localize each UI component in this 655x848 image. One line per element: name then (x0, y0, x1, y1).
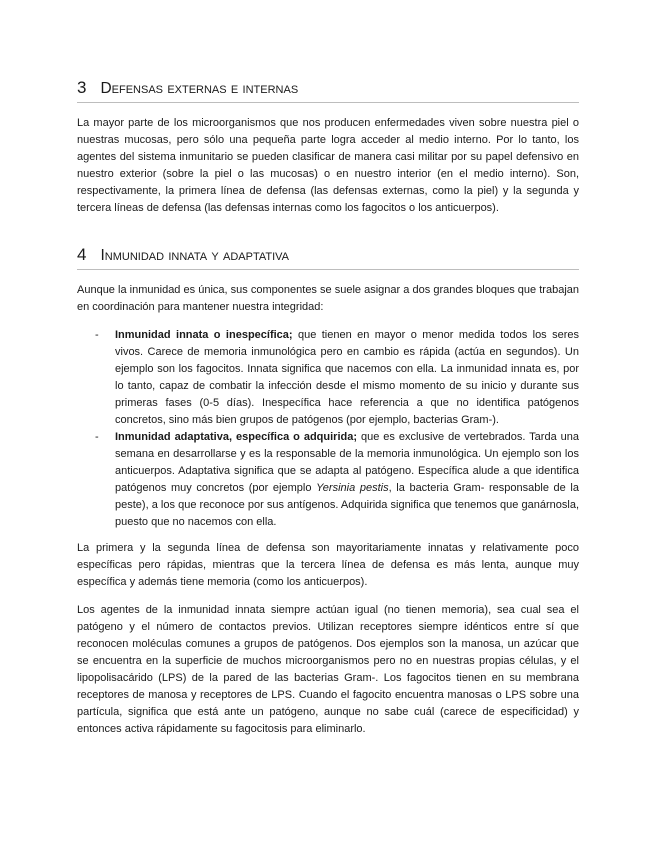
section-3-paragraph: La mayor parte de los microorganismos que nos producen enfermedades viven sobre nuestra piel o nuestras mucosas, pero sólo una pequeña parte logra acceder al medio interno. Por lo tanto, los agentes del sistema inmunitario se pueden clasificar de manera casi militar por su papel defensivo en nuestro exterior (sobre la piel o las mucosas) o en nuestro interior (en el medio interno). Son, respectivamente, la primera línea de defensa (las defensas externas, como la piel) y la segunda y tercera líneas de defensa (las defensas internas como los fagocitos o los anticuerpos). (77, 117, 579, 214)
innate-term: Inmunidad innata o inespecífica; (115, 329, 293, 341)
adaptive-description-start: que es exclusive de vertebrados. Tarda una semana en desarrollarse y es la responsable de la memoria inmunológica. Un ejemplo son los anticuerpos. Adaptativa significa que se adapta al patógeno. Específica alude a que identifica patógenos muy concretos (por ejemplo (115, 431, 580, 494)
innate-description: que tienen en mayor o menor medida todos los seres vivos. Carece de memoria inmunológica pero en cambio es rápida (actúa en segundos). Un ejemplo son los fagocitos. Innata significa que nacemos con ella. La inmunidad innata es, por lo tanto, capaz de combatir la infección desde el mismo momento de su inicio y durante sus primeras fases (0-5 días). Inespecífica hace referencia a que no identifica patógenos concretos, sino más bien grupos de patógenos (por ejemplo, bacterias Gram-). (115, 329, 579, 426)
section-3-title: Defensas externas e internas (100, 80, 299, 97)
section-4-paragraph-3: Los agentes de la inmunidad innata siempre actúan igual (no tienen memoria), sea cual sea el patógeno y el número de contactos previos. Utilizan receptores siempre idénticos entre sí que reconocen moléculas comunes a grupos de patógenos. Dos ejemplos son la manosa, un azúcar que se encuentra en la superficie de muchos microorganismos pero no en nuestras propias células, y el lipopolisacárido (LPS) de la pared de las bacterias Gram-. Los fagocitos tienen en su membrana receptores de manosa y receptores de LPS. Cuando el fagocito encuentra manosas o LPS sobre una partícula, significa que está ante un patógeno, aunque no sabe cuál (carece de especificidad) y entonces activa rápidamente su fagocitosis para eliminarlo. (77, 604, 579, 735)
adaptive-term: Inmunidad adaptativa, específica o adquirida; (115, 431, 358, 443)
section-4-number: 4 (77, 245, 87, 264)
species-name: Yersinia pestis (316, 482, 389, 494)
adaptive-description-end: , la bacteria Gram- responsable de la peste), a los que reconoce por sus antígenos. Adquirida significa que tenemos que ganárnosla, puesto que no nacemos con ella. (115, 482, 579, 528)
section-3-number: 3 (77, 78, 87, 97)
section-4-paragraph-2: La primera y la segunda línea de defensa son mayoritariamente innatas y relativamente poco específicas pero rápidas, mientras que la tercera línea de defensa es más lenta, aunque muy específica y además tiene memoria (como los anticuerpos). (77, 542, 579, 588)
page-content (77, 78, 579, 749)
section-4-title: Inmunidad innata y adaptativa (100, 247, 290, 264)
list-item-adaptive (115, 429, 579, 531)
immunity-list (77, 327, 579, 531)
section-4-intro: Aunque la inmunidad es única, sus componentes se suele asignar a dos grandes bloques que trabajan en coordinación para mantener nuestra integridad: (77, 284, 579, 313)
section-3-heading (77, 78, 579, 103)
list-item-innate (115, 327, 579, 429)
section-4-heading (77, 245, 579, 270)
